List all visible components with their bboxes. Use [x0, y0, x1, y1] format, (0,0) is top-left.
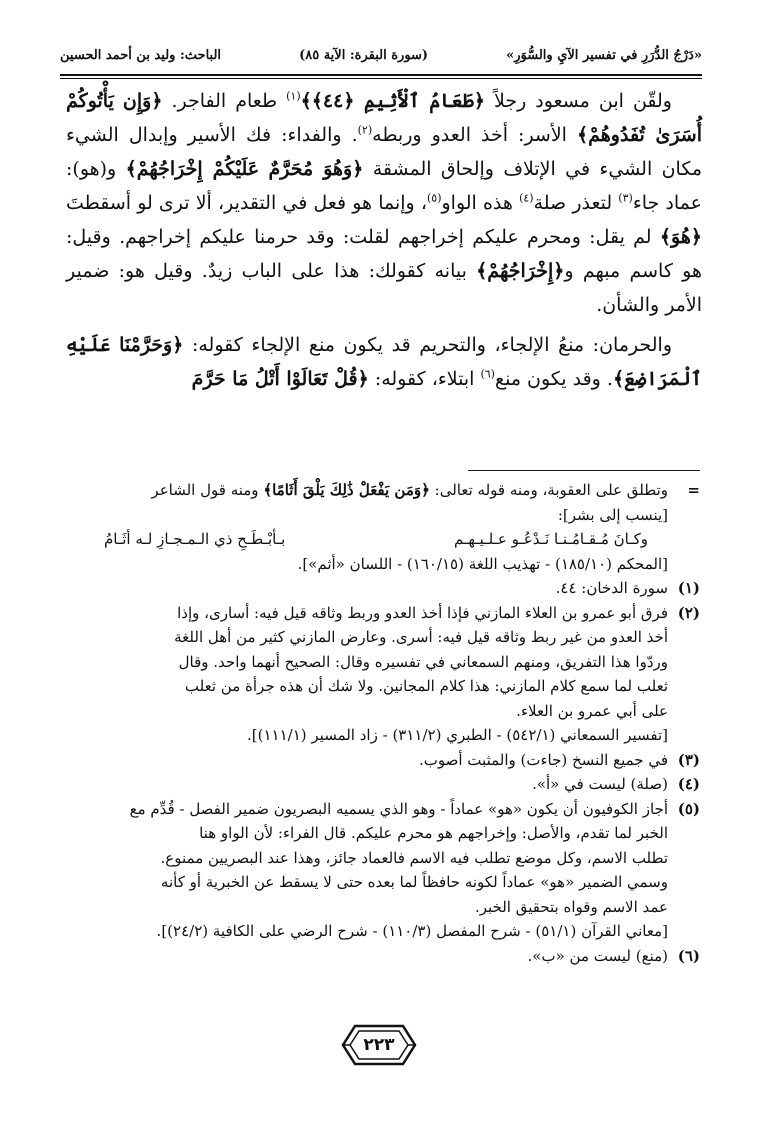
header-surah-ref: (سورة البقرة: الآية ٨٥): [299, 47, 429, 63]
footnote-text: ثعلب لما سمع كلام المازني: هذا كلام المجانين. ولا شك أن هذه جرأة من ثعلب: [184, 677, 668, 695]
quran-quote: ﴿وَمَن يَفْعَلْ ذَٰلِكَ يَلْقَ أَثَامًا﴾: [263, 481, 430, 499]
footnote-text: وتطلق على العقوبة، ومنه قوله تعالى:: [429, 481, 668, 499]
footnote-ref: (١): [286, 89, 301, 103]
quran-quote: ﴿هُوَ﴾: [659, 226, 702, 248]
footnote-marker: =: [687, 481, 700, 499]
header-researcher: الباحث: وليد بن أحمد الحسين: [60, 47, 222, 63]
footnote-ref: (٤): [519, 191, 534, 205]
footnote-6: [64, 944, 700, 969]
running-header: [60, 40, 702, 70]
header-double-rule: [60, 74, 702, 79]
footnote-text: في جميع النسخ (جاءت) والمثبت أصوب.: [419, 750, 668, 769]
quran-quote: ﴿وَهُوَ مُحَرَّمٌ: [268, 158, 364, 180]
footnotes: [64, 478, 700, 968]
footnote-text: سورة الدخان: ٤٤.: [555, 579, 668, 597]
text-run: ابتلاء، كقوله:: [368, 368, 481, 390]
text-run: ، وإنما: [378, 192, 427, 214]
page-number-ornament: [341, 1024, 417, 1066]
footnote-2: [64, 601, 700, 748]
footnote-text: أخذ العدو من غير ربط وثاقه قيل فيه: أسرى. وعارض المازني كثير من أهل اللغة: [174, 628, 668, 646]
quran-quote: ﴿إِخْرَاجُهُمْ﴾: [476, 260, 565, 282]
quran-quote: عَلَيْكُمْ إِخْرَاجُهُمْ﴾: [125, 158, 260, 180]
quran-quote: عَلَيْهِ ٱلْمَرَاضِعَ﴾: [66, 334, 702, 390]
footnote-text: على أبي عمرو بن العلاء.: [516, 701, 668, 720]
footnote-number: (٥): [677, 799, 700, 818]
text-run: لتعذر صلة: [533, 192, 619, 214]
text-run: والشأن.: [596, 294, 660, 316]
footnote-text: (منع) ليست من «ب».: [527, 946, 668, 965]
footnote-ref: (٥): [426, 191, 442, 205]
footnote-text: عمد الاسم وقواه بتحقيق الخبر.: [474, 897, 668, 916]
footnote-number: (١): [677, 579, 700, 597]
footnote-ref: (٣): [618, 191, 633, 205]
quran-quote: ﴿قُلْ تَعَالَوْا أَتْلُ مَا حَرَّمَ: [191, 368, 369, 390]
footnote-number: (٢): [677, 603, 700, 622]
text-run: طعام الفاجر.: [162, 90, 287, 112]
verse-hemistich-1: وكـانَ مُـقـامُـنـا نَـدْعُـو عـلـيـهـم: [453, 530, 648, 548]
text-run: و: [564, 260, 574, 282]
footnote-continuation: [64, 478, 700, 576]
footnote-citation: [تفسير السمعاني (٥٤٢/١) - الطبري (٣١١/٢) - زاد المسير (١١١/١)].: [247, 726, 668, 744]
text-run: هذه الواو: [441, 192, 520, 214]
header-book-title: «دَرْجُ الدُّرَرِ في تفسير الآيِ والسُّوَرِ»: [506, 47, 702, 63]
text-run: بيانه كقولك: هذا على الباب زيدٌ. وقيل هو: ضمير الأمر: [66, 260, 702, 316]
text-run: لم يقل: ومحرم عليكم: [472, 226, 660, 248]
footnote-text: وردّوا هذا التفريق، ومنهم السمعاني في تفسيره وقال: الصحيح أنهما واحد. وقال: [178, 652, 668, 671]
footnote-text: أجاز الكوفيون أن يكون «هو» عماداً - وهو الذي يسميه البصريون ضمير الفصل - قُدِّم مع: [129, 799, 668, 818]
footnote-text: [ينسب إلى بشر]:: [557, 505, 668, 524]
text-run: و(هو): عماد جاء: [66, 158, 702, 214]
footnote-3: [64, 748, 700, 773]
footnote-ref: (٢): [357, 123, 373, 137]
quran-quote: ﴿وَحَرَّمْنَا: [119, 334, 184, 356]
page-number: ٢٢٣: [363, 1035, 395, 1055]
footnote-number: (٦): [677, 946, 700, 965]
footnote-1: [64, 576, 700, 601]
quran-quote: يَأْتُوكُمْ أُسَرَىٰ تُفَدُوهُمْ﴾: [66, 90, 703, 146]
text-run: . والفداء: فك: [245, 124, 358, 146]
footnote-number: (٤): [677, 775, 700, 793]
footnote-citation: [معاني القرآن (٥١/١) - شرح المفصل (١١٠/٣) - شرح الرضي على الكافية (٢٤/٢)].: [156, 922, 668, 940]
footnote-text: ومنه قول الشاعر: [151, 481, 264, 499]
paragraph-2: [66, 328, 702, 396]
text-run: الأسير وإبدال الشيء مكان الشيء في الإتلاف وإلحاق المشقة: [66, 124, 703, 180]
footnote-ref: (٦): [480, 367, 495, 381]
text-run: . وقد يكون منع: [494, 368, 613, 390]
paragraph-1: [66, 84, 702, 322]
poetry-verse: [64, 527, 668, 552]
footnote-5: [64, 797, 700, 944]
text-run: إخراجهم لقلت: وقد حرمنا عليكم إخراجهم. وقيل: هو كاسم مبهم: [66, 226, 702, 282]
quran-quote: ﴿وَإِن: [122, 90, 163, 112]
text-run: الأسر: أخذ العدو وربطه: [372, 124, 577, 146]
main-text: [66, 84, 702, 396]
footnote-text: الخبر لما تقدم، والأصل: وإخراجهم هو محرم عليكم. قال الفراء: لأن الواو هنا: [199, 824, 668, 842]
text-run: هو فعل في التقدير، ألا ترى لو أسقطتَ: [66, 192, 373, 214]
quran-quote: ﴿طَعَامُ ٱلْأَثِيمِ ﴿٤٤﴾﴾: [300, 90, 485, 112]
verse-hemistich-2: بـأبْـطَـحِ ذي الـمـجـازِ لـه أثَـامُ: [104, 530, 286, 548]
footnote-number: (٣): [677, 750, 700, 769]
footnote-text: (صلة) ليست في «أ».: [532, 775, 668, 793]
footnote-text: فرق أبو عمرو بن العلاء المازني فإذا أخذ العدو وربط وثاقه قيل فيه: أسارى، وإذا: [177, 603, 668, 622]
footnote-separator: [468, 470, 700, 471]
footnote-text: وسمي الضمير «هو» عماداً لكونه حافظاً لما بعده حتى لا يسقط عن الخبرية أو كأنه: [160, 873, 668, 891]
text-run: ولقّن ابن مسعود رجلاً: [484, 90, 672, 112]
footnote-citation: [المحكم (١٨٥/١٠) - تهذيب اللغة (١٦٠/١٥) - اللسان «أثم»].: [297, 554, 668, 573]
text-run: والحرمان: منعُ الإلجاء، والتحريم قد يكون منع الإلجاء كقوله:: [183, 334, 672, 356]
footnote-text: تطلب الاسم، وكل موضع تطلب فيه الاسم فالعماد جائز، وهذا عند البصريين ممنوع.: [160, 848, 668, 867]
footnote-4: [64, 772, 700, 797]
